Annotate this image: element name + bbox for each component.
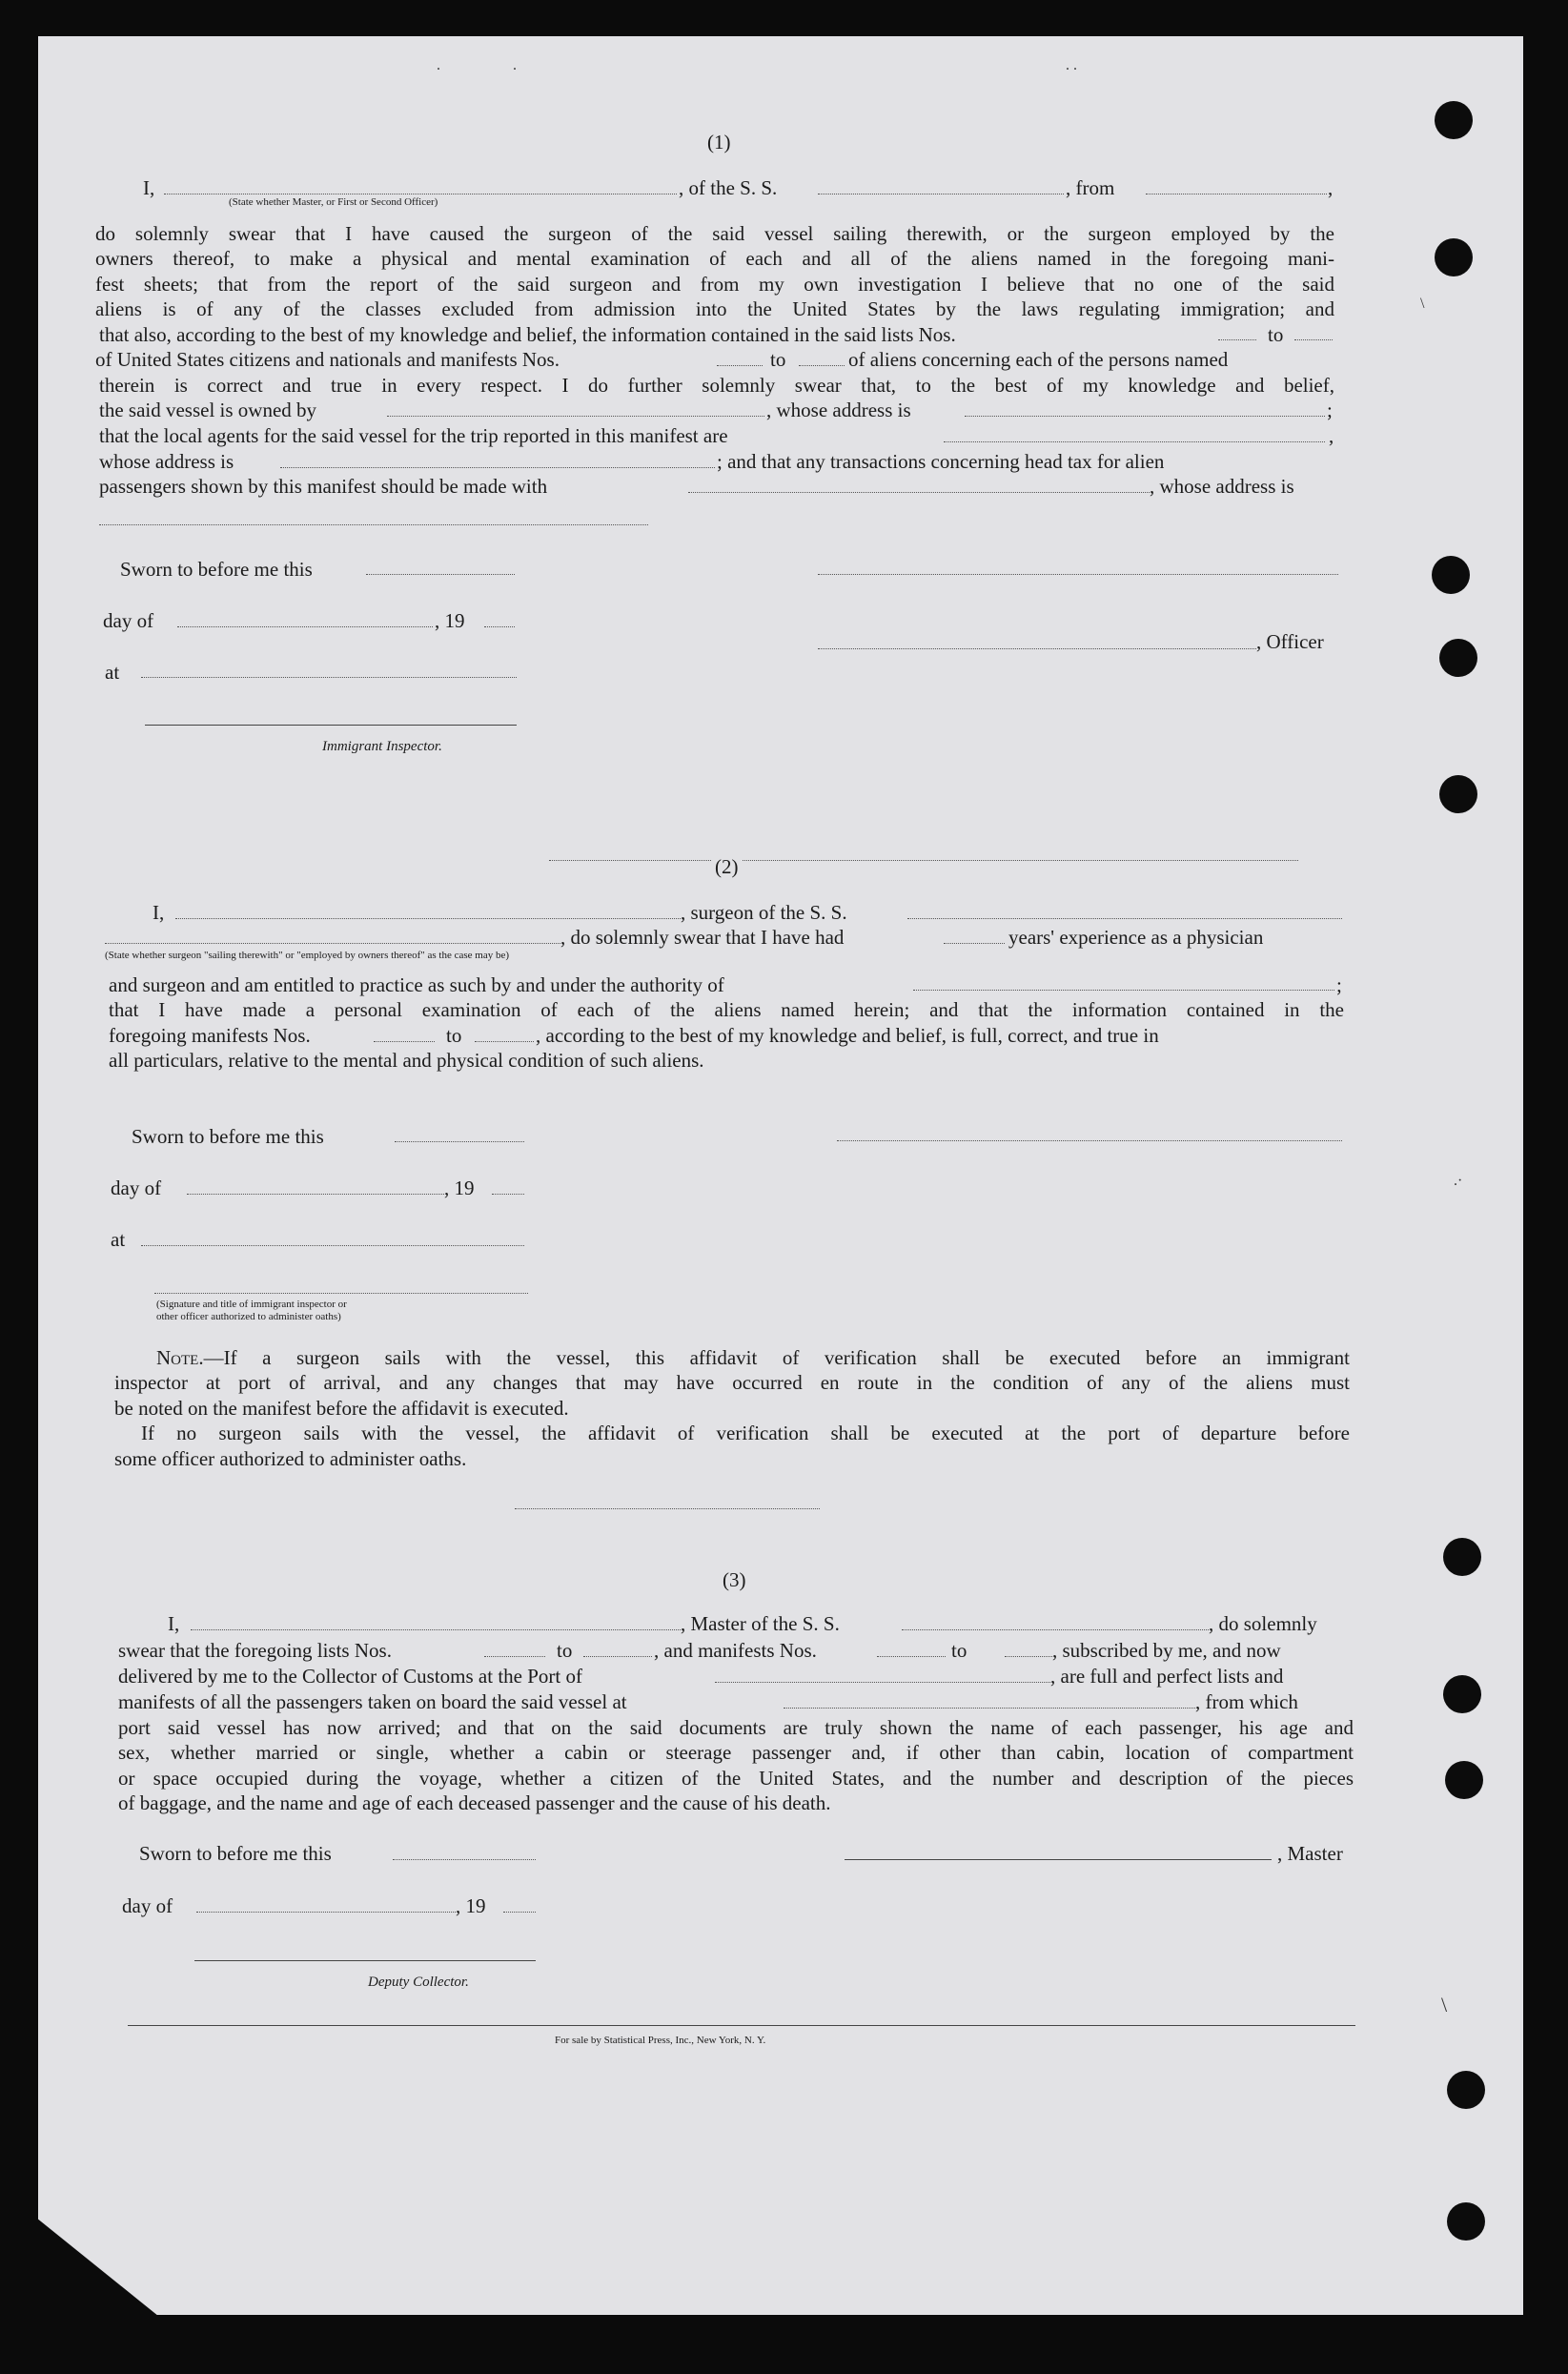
affidavit3-text-line: port said vessel has now arrived; and that on the said documents are truly shown the name of each passenger, his age and [118, 1716, 1354, 1739]
affidavit3-text-to: to [557, 1639, 573, 1662]
signature-caption-line1: (Signature and title of immigrant inspector or [156, 1299, 347, 1310]
day-of-label-1: day of [103, 609, 154, 632]
affidavit1-text-address: , whose address is [766, 399, 911, 421]
note-text-1: —If a surgeon sails with the vessel, this affidavit of verification shall be executed before an immigrant [203, 1346, 1350, 1369]
note-line-1 [156, 1345, 1350, 1370]
year-blank-2[interactable] [492, 1194, 524, 1195]
surgeon-manifests-from-blank[interactable] [374, 1041, 435, 1042]
day-of-blank-1[interactable] [177, 626, 433, 627]
affidavit3-line1-ss: , Master of the S. S. [681, 1612, 840, 1635]
surgeon-signature-blank[interactable] [837, 1140, 1342, 1141]
deputy-caption: Deputy Collector. [368, 1975, 469, 1990]
master-lists-from-blank[interactable] [484, 1656, 545, 1657]
surgeon-name-blank[interactable] [175, 918, 681, 919]
signature-caption-line2: other officer authorized to administer oaths) [156, 1311, 341, 1322]
affidavit1-line1-from: , from [1066, 176, 1115, 199]
inspector-signature-blank-2[interactable] [154, 1293, 528, 1294]
affidavit2-text-particulars: all particulars, relative to the mental and physical condition of such aliens. [109, 1049, 704, 1072]
headtax-party-blank[interactable] [688, 492, 1150, 493]
officer-rank-caption: (State whether Master, or First or Second Officer) [229, 196, 438, 208]
section-divider [515, 1508, 820, 1509]
affidavit1-text-line: fest sheets; that from the report of the said surgeon and from my own investigation I believe that no one of the said [95, 273, 1334, 296]
local-agents-blank[interactable] [944, 441, 1325, 442]
affidavit3-text-port: delivered by me to the Collector of Customs at the Port of [118, 1665, 582, 1688]
affidavit1-text-whose: whose address is [99, 450, 234, 473]
master-lists-to-blank[interactable] [583, 1656, 652, 1657]
binder-hole [1447, 2202, 1485, 2241]
affidavit3-line1-solemnly: , do solemnly [1209, 1612, 1317, 1635]
affidavit3-text-boarded: manifests of all the passengers taken on board the said vessel at [118, 1690, 627, 1713]
surgeon-type-caption: (State whether surgeon "sailing therewith" or "employed by owners thereof" as the case may be) [105, 950, 510, 961]
agents-address-blank[interactable] [280, 467, 715, 468]
embarkation-port-blank[interactable] [784, 1708, 1195, 1709]
section-divider [549, 860, 1298, 861]
master-label: , Master [1277, 1842, 1343, 1865]
master-signature-line[interactable] [845, 1859, 1272, 1860]
speck-mark: . [437, 57, 440, 73]
affidavit1-text-agents: that the local agents for the said vessel for the trip reported in this manifest are [99, 424, 728, 447]
affidavit3-text-baggage: of baggage, and the name and age of each deceased passenger and the cause of his death. [118, 1791, 831, 1814]
binder-hole [1439, 775, 1477, 813]
affidavit1-line1-comma: , [1328, 176, 1334, 199]
affidavit3-text-lists: swear that the foregoing lists Nos. [118, 1639, 392, 1662]
binder-hole [1439, 639, 1477, 677]
officer-label: , Officer [1256, 630, 1324, 653]
binder-hole [1443, 1675, 1481, 1713]
sworn-label-1: Sworn to before me this [120, 558, 313, 581]
affidavit3-text-perfect: , are full and perfect lists and [1050, 1665, 1284, 1688]
day-of-blank-2[interactable] [187, 1194, 444, 1195]
affidavit1-text-comma: , [1329, 424, 1334, 447]
affidavit2-line1-i: I, [153, 901, 165, 924]
headtax-address-blank[interactable] [99, 524, 648, 525]
owner-address-blank[interactable] [965, 416, 1325, 417]
sworn-label-2: Sworn to before me this [132, 1125, 324, 1148]
binder-hole [1445, 1761, 1483, 1799]
note-line-2: inspector at port of arrival, and any changes that may have occurred en route in the condition of any of the aliens must [114, 1371, 1350, 1394]
citizen-lists-to-blank[interactable] [1294, 339, 1333, 340]
affidavit3-text-to2: to [951, 1639, 967, 1662]
affidavit2-text-line: that I have made a personal examination of each of the aliens named herein; and that the information contained in the [109, 998, 1344, 1021]
affidavit2-line2-years: years' experience as a physician [1008, 926, 1264, 949]
day-of-label-3: day of [122, 1894, 173, 1917]
customs-port-blank[interactable] [715, 1682, 1050, 1683]
alien-manifests-from-blank[interactable] [717, 365, 763, 366]
affidavit1-line1-i: I, [143, 176, 155, 199]
note-label: Note. [156, 1346, 204, 1369]
affidavit1-text-to: to [1268, 323, 1284, 346]
section-number-3: (3) [723, 1568, 746, 1591]
affidavit1-text-address2: , whose address is [1150, 475, 1294, 498]
officer-signature-blank[interactable] [818, 574, 1338, 575]
affidavit1-text-line: do solemnly swear that I have caused the surgeon of the said vessel sailing therewith, or the surgeon employed by the [95, 222, 1334, 245]
affidavit2-line1-ss: , surgeon of the S. S. [681, 901, 847, 924]
affidavit3-text-fromwhich: , from which [1195, 1690, 1298, 1713]
binder-hole [1435, 238, 1473, 276]
affidavit1-text-semicolon: ; [1327, 399, 1333, 421]
affidavit2-line2-swear: , do solemnly swear that I have had [560, 926, 845, 949]
at-label-1: at [105, 661, 120, 684]
licensing-authority-blank[interactable] [913, 990, 1334, 991]
affidavit1-text-headtax: ; and that any transactions concerning head tax for alien [717, 450, 1165, 473]
at-place-blank-2[interactable] [141, 1245, 524, 1246]
affidavit3-text-line: or space occupied during the voyage, whether a citizen of the United States, and the number and description of the pieces [118, 1767, 1354, 1790]
alien-manifests-to-blank[interactable] [799, 365, 845, 366]
affidavit1-text-owned: the said vessel is owned by [99, 399, 317, 421]
affidavit2-text-authority: and surgeon and am entitled to practice as such by and under the authority of [109, 973, 724, 996]
affidavit3-text-subscribed: , subscribed by me, and now [1052, 1639, 1281, 1662]
inspector-caption: Immigrant Inspector. [322, 739, 442, 754]
footer-rule [128, 2025, 1355, 2026]
year-blank-3[interactable] [503, 1912, 536, 1913]
affidavit1-text-aliens: of aliens concerning each of the persons named [848, 348, 1229, 371]
year-label-1: , 19 [435, 609, 465, 632]
section-number-1: (1) [707, 131, 731, 153]
master-name-blank[interactable] [191, 1629, 681, 1630]
speck-mark: . . [1066, 57, 1077, 73]
surgeon-manifests-to-blank[interactable] [475, 1041, 534, 1042]
binder-hole [1432, 556, 1470, 594]
at-label-2: at [111, 1228, 126, 1251]
years-experience-blank[interactable] [944, 943, 1005, 944]
affidavit2-text-to: to [446, 1024, 462, 1047]
affidavit1-text-line: aliens is of any of the classes excluded from admission into the United States by the laws regulating immigration; and [95, 297, 1334, 320]
printer-imprint: For sale by Statistical Press, Inc., New York, N. Y. [555, 2035, 766, 2046]
affidavit3-text-line: sex, whether married or single, whether a cabin or steerage passenger and, if other than cabin, location of compartment [118, 1741, 1354, 1764]
master-vessel-blank[interactable] [902, 1629, 1209, 1630]
note-line-5: some officer authorized to administer oaths. [114, 1447, 467, 1470]
speck-mark: .· [1454, 1173, 1463, 1189]
binder-hole [1435, 101, 1473, 139]
sworn-label-3: Sworn to before me this [139, 1842, 332, 1865]
vessel-owner-blank[interactable] [387, 416, 764, 417]
speck-mark: \ [1441, 1993, 1448, 2016]
note-line-3: be noted on the manifest before the affidavit is executed. [114, 1397, 569, 1420]
affidavit1-text-line: therein is correct and true in every respect. I do further solemnly swear that, to the best of my knowledge and belief, [99, 374, 1334, 397]
binder-hole [1443, 1538, 1481, 1576]
speck-mark: \ [1420, 296, 1425, 312]
year-label-3: , 19 [456, 1894, 486, 1917]
affidavit2-text-manifests: foregoing manifests Nos. [109, 1024, 311, 1047]
inspector-signature-line[interactable] [145, 725, 517, 726]
note-line-4: If no surgeon sails with the vessel, the affidavit of verification shall be executed at the port of departure before [141, 1422, 1350, 1444]
affidavit1-text-line: owners thereof, to make a physical and mental examination of each and all of the aliens named in the foregoing mani- [95, 247, 1334, 270]
affidavit1-text-manifests: of United States citizens and nationals and manifests Nos. [95, 348, 560, 371]
section-number-2: (2) [711, 854, 743, 879]
officer-title-blank[interactable] [818, 648, 1256, 649]
affidavit1-line1-ss: , of the S. S. [679, 176, 778, 199]
sworn-date-blank-3[interactable] [393, 1859, 536, 1860]
affidavit3-line1-i: I, [168, 1612, 180, 1635]
surgeon-vessel-blank[interactable] [907, 918, 1342, 919]
affidavit1-text-to: to [770, 348, 786, 371]
at-place-blank-1[interactable] [141, 677, 517, 678]
affidavit2-text-according: , according to the best of my knowledge and belief, is full, correct, and true in [536, 1024, 1159, 1047]
master-manifests-to-blank[interactable] [1005, 1656, 1052, 1657]
affidavit2-text-semicolon: ; [1336, 973, 1342, 996]
speck-mark: . [513, 57, 517, 73]
master-manifests-from-blank[interactable] [877, 1656, 946, 1657]
deputy-signature-line[interactable] [194, 1960, 536, 1961]
sworn-date-blank-2[interactable] [395, 1141, 524, 1142]
surgeon-type-blank[interactable] [105, 943, 560, 944]
day-of-blank-3[interactable] [196, 1912, 456, 1913]
affidavit3-text-manifests: , and manifests Nos. [654, 1639, 817, 1662]
affidavit1-text-madewith: passengers shown by this manifest should be made with [99, 475, 548, 498]
citizen-lists-from-blank[interactable] [1218, 339, 1256, 340]
year-blank-1[interactable] [484, 626, 515, 627]
sworn-date-blank-1[interactable] [366, 574, 515, 575]
year-label-2: , 19 [444, 1177, 475, 1199]
day-of-label-2: day of [111, 1177, 162, 1199]
affidavit1-text-lists: that also, according to the best of my knowledge and belief, the information contained in the said lists Nos. [99, 323, 956, 346]
binder-hole [1447, 2071, 1485, 2109]
